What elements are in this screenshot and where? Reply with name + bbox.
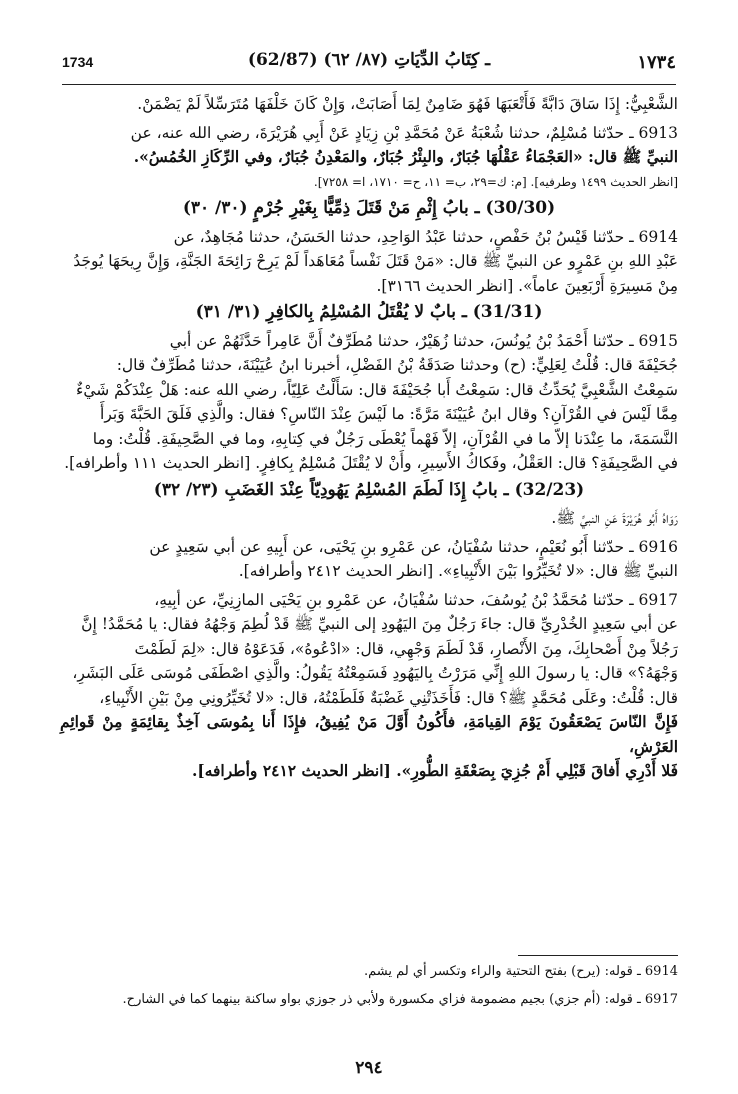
text-line: النَّسَمَةَ، ما عِنْدَنا إلاّ ما في القُرْآنِ، إلاّ فَهْماً يُعْطَى رَجُلٌ في كِتابِهِ، وما في الصَّحِيفَةِ. قُلْتُ: وما bbox=[92, 429, 678, 448]
text-line: رَوَاهُ أَبُو هُرَيْرَةَ عَنِ النبيِّ ﷺ. bbox=[551, 509, 678, 527]
text-line: مِنْ مَسِيرَةِ أَرْبَعِينَ عاماً». [انظر الحديث ٣١٦٦]. bbox=[376, 276, 678, 295]
page-number-arabic: ١٧٣٤ bbox=[637, 52, 676, 73]
text-line: وَجْهَهُ؟» قال: يا رسولَ اللهِ إِنِّي مَرَرْتُ بِاليَهُودِ فَسَمِعْتُهُ يَقُولُ: والَّذِي اصْطَفَى مُوسَى عَلَى البَشَرِ، bbox=[72, 664, 678, 682]
hadith-6914-line: 6914 ـ حدّثنا قَيْسُ بْنُ حَفْصٍ، حدثنا عَبْدُ الوَاحِدِ، حدثنا الحَسَنُ، حدثنا مُجَاهِدٌ، عن bbox=[173, 227, 678, 246]
hadith-6915-line: 6915 ـ حدّثنا أَحْمَدُ بْنُ يُونُسَ، حدثنا زُهَيْرٌ، حدثنا مُطَرِّفٌ أَنَّ عَامِراً حَدَّثَهُمْ عن أبي bbox=[169, 331, 678, 350]
text-line: قال: قُلْتُ: وعَلَى مُحَمَّدٍ ﷺ؟ قال: فَأَخَذَتْنِي غَضْبَةٌ فَلَطَمْتُهُ، قال: «لا تُخَيِّرُونِي مِنْ بَيْنِ الأَنْبِياءِ، bbox=[99, 688, 678, 707]
page-number-latin: 1734 bbox=[62, 54, 94, 70]
hadith-6917-line: 6917 ـ حدّثنا مُحَمَّدُ بْنُ يُوسُفَ، حدثنا سُفْيَانُ، عن عَمْرِو بنِ يَحْيَى المازِنِيِّ، عن أبِيهِ، bbox=[154, 590, 678, 609]
reference-line: [انظر الحديث ١٤٩٩ وطرفيه]. [م: ك=٢٩، ب= ١١، ح= ١٧١٠، ا= ٧٢٥٨]. bbox=[313, 174, 678, 189]
hadith-6916-line: 6916 ـ حدّثنا أَبُو نُعَيْمٍ، حدثنا سُفْيَانُ، عن عَمْرِو بنِ يَحْيَى، عن أَبِيهِ عن أبي سَعِيدٍ عن bbox=[149, 537, 678, 556]
text-line: فَلا أَدْرِي أَفاقَ قَبْلِي أَمْ جُزِيَ بِصَعْقَةِ الطُّورِ». [انظر الحديث ٢٤١٢ وأطرافه]. bbox=[191, 761, 678, 780]
footnote-divider bbox=[518, 955, 678, 956]
text-line: جُحَيْفَةَ قال: قُلْتُ لِعَلِيٍّ: (ح) وحدثنا صَدَقَةُ بْنُ الفَضْلِ، أخبرنا ابنُ عُيَيْنَةَ، حدثنا مُطَرِّفٌ قال: bbox=[116, 356, 678, 374]
text-line: رَجُلاً مِنْ أَصْحابِكَ، مِنَ الأَنْصارِ، قَدْ لَطَمَ وَجْهِي، قال: «ادْعُوهُ»، فَدَعَوْهُ قال: «لِمَ لَطَمْتَ bbox=[134, 639, 678, 658]
footnote-6917: 6917 ـ قوله: (أم جزي) بجيم مضمومة فزاي مكسورة ولأبي ذر جوزي بواو ساكنة بينهما كما في الشارح. bbox=[122, 992, 678, 1007]
text-line: عن أبي سَعِيدٍ الخُدْرِيِّ قال: جاءَ رَجُلٌ مِنَ اليَهُودِ إلى النبيِّ ﷺ قَدْ لُطِمَ وَجْهُهُ فقال: يا مُحَمَّدُ! إِنَّ bbox=[81, 615, 678, 633]
text-line: النبيِّ ﷺ قال: «العَجْمَاءُ عَقْلُهَا جُبَارٌ، والبِئْرُ جُبَارٌ، والمَعْدِنُ جُبَارٌ، وفي الرِّكَازِ الخُمُسُ». bbox=[133, 147, 678, 166]
running-title: (62/87) ـ كِتَابُ الدِّيَاتِ (٨٧/ ٦٢) bbox=[247, 50, 491, 70]
running-header bbox=[62, 44, 676, 85]
footnote-6914: 6914 ـ قوله: (يرح) بفتح التحتية والراء وتكسر أي لم يشم. bbox=[364, 964, 678, 979]
text-body bbox=[60, 92, 678, 784]
chapter-heading-31: (31/31) ـ بابٌ لا يُقْتَلُ المُسْلِمُ بِالكافِرِ (٣١/ ٣١) bbox=[195, 302, 543, 322]
hadith-6913-line: 6913 ـ حدّثنا مُسْلِمٌ، حدثنا شُعْبَةُ عَنْ مُحَمَّدِ بْنِ زِيَادٍ عَنْ أَبِي هُرَيْرَةَ، رضي الله عنه، عن bbox=[130, 123, 678, 142]
chapter-heading-30: (30/30) ـ بابُ إِثْمِ مَنْ قَتَلَ ذِمِّيًّا بِغَيْرِ جُرْمٍ (٣٠/ ٣٠) bbox=[182, 198, 556, 218]
text-line: فَإِنَّ النّاسَ يَصْعَقُونَ يَوْمَ القِيامَةِ، فأَكُونُ أَوَّلَ مَنْ يُفِيقُ، فإِذَا أَنا بِمُوسَى آخِذٌ بِقائِمَةٍ مِنْ قَوائِمِ العَرْشِ، bbox=[60, 712, 678, 756]
text-line: الشَّعْبِيُّ: إِذَا سَاقَ دَابَّةً فَأَتْعَبَهَا فَهُوَ ضَامِنٌ لِمَا أَصَابَتْ، وَإِنْ كَانَ خَلْفَهَا مُتَرَسِّلاً لَمْ يَضْمَنْ. bbox=[137, 95, 678, 113]
text-line: سَمِعْتُ الشَّعْبِيَّ يُحَدِّثُ قال: سَمِعْتُ أَبا جُحَيْفَةَ قال: سَأَلْتُ عَلِيّاً، رضي الله عنه: هَلْ عِنْدَكُمْ شَيْءٌ bbox=[76, 380, 678, 399]
text-line: في الصَّحِيفَةِ؟ قال: العَقْلُ، وفَكاكُ الأَسِيرِ، وأَنْ لا يُقْتَلَ مُسْلِمٌ بِكافِرٍ. [انظر الحديث ١١١ وأطرافه]. bbox=[64, 454, 678, 472]
chapter-heading-32: (32/23) ـ بابُ إِذَا لَطَمَ المُسْلِمُ يَهُودِيّاً عِنْدَ الغَضَبِ (٢٣/ ٣٢) bbox=[153, 479, 585, 500]
text-line: النبيِّ ﷺ قال: «لا تُخَيِّرُوا بَيْنَ الأَنْبِياءِ». [انظر الحديث ٢٤١٢ وأطرافه]. bbox=[238, 562, 678, 580]
footer-page-number: ٢٩٤ bbox=[355, 1058, 383, 1078]
text-line: عَبْدِ اللهِ بنِ عَمْرٍو عن النبيِّ ﷺ قال: «مَنْ قَتَلَ نَفْساً مُعَاهَداً لَمْ يَرِحْ رَائِحَةَ الجَنَّةِ، وَإِنَّ رِيحَهَا يُوجَدُ bbox=[73, 252, 678, 270]
text-line: مِمَّا لَيْسَ في القُرْآنِ؟ وقال ابنُ عُيَيْنَةَ مَرَّةً: ما لَيْسَ عِنْدَ النّاسِ؟ فقال: والَّذِي فَلَقَ الحَبَّةَ وَبَرأَ bbox=[100, 405, 678, 423]
